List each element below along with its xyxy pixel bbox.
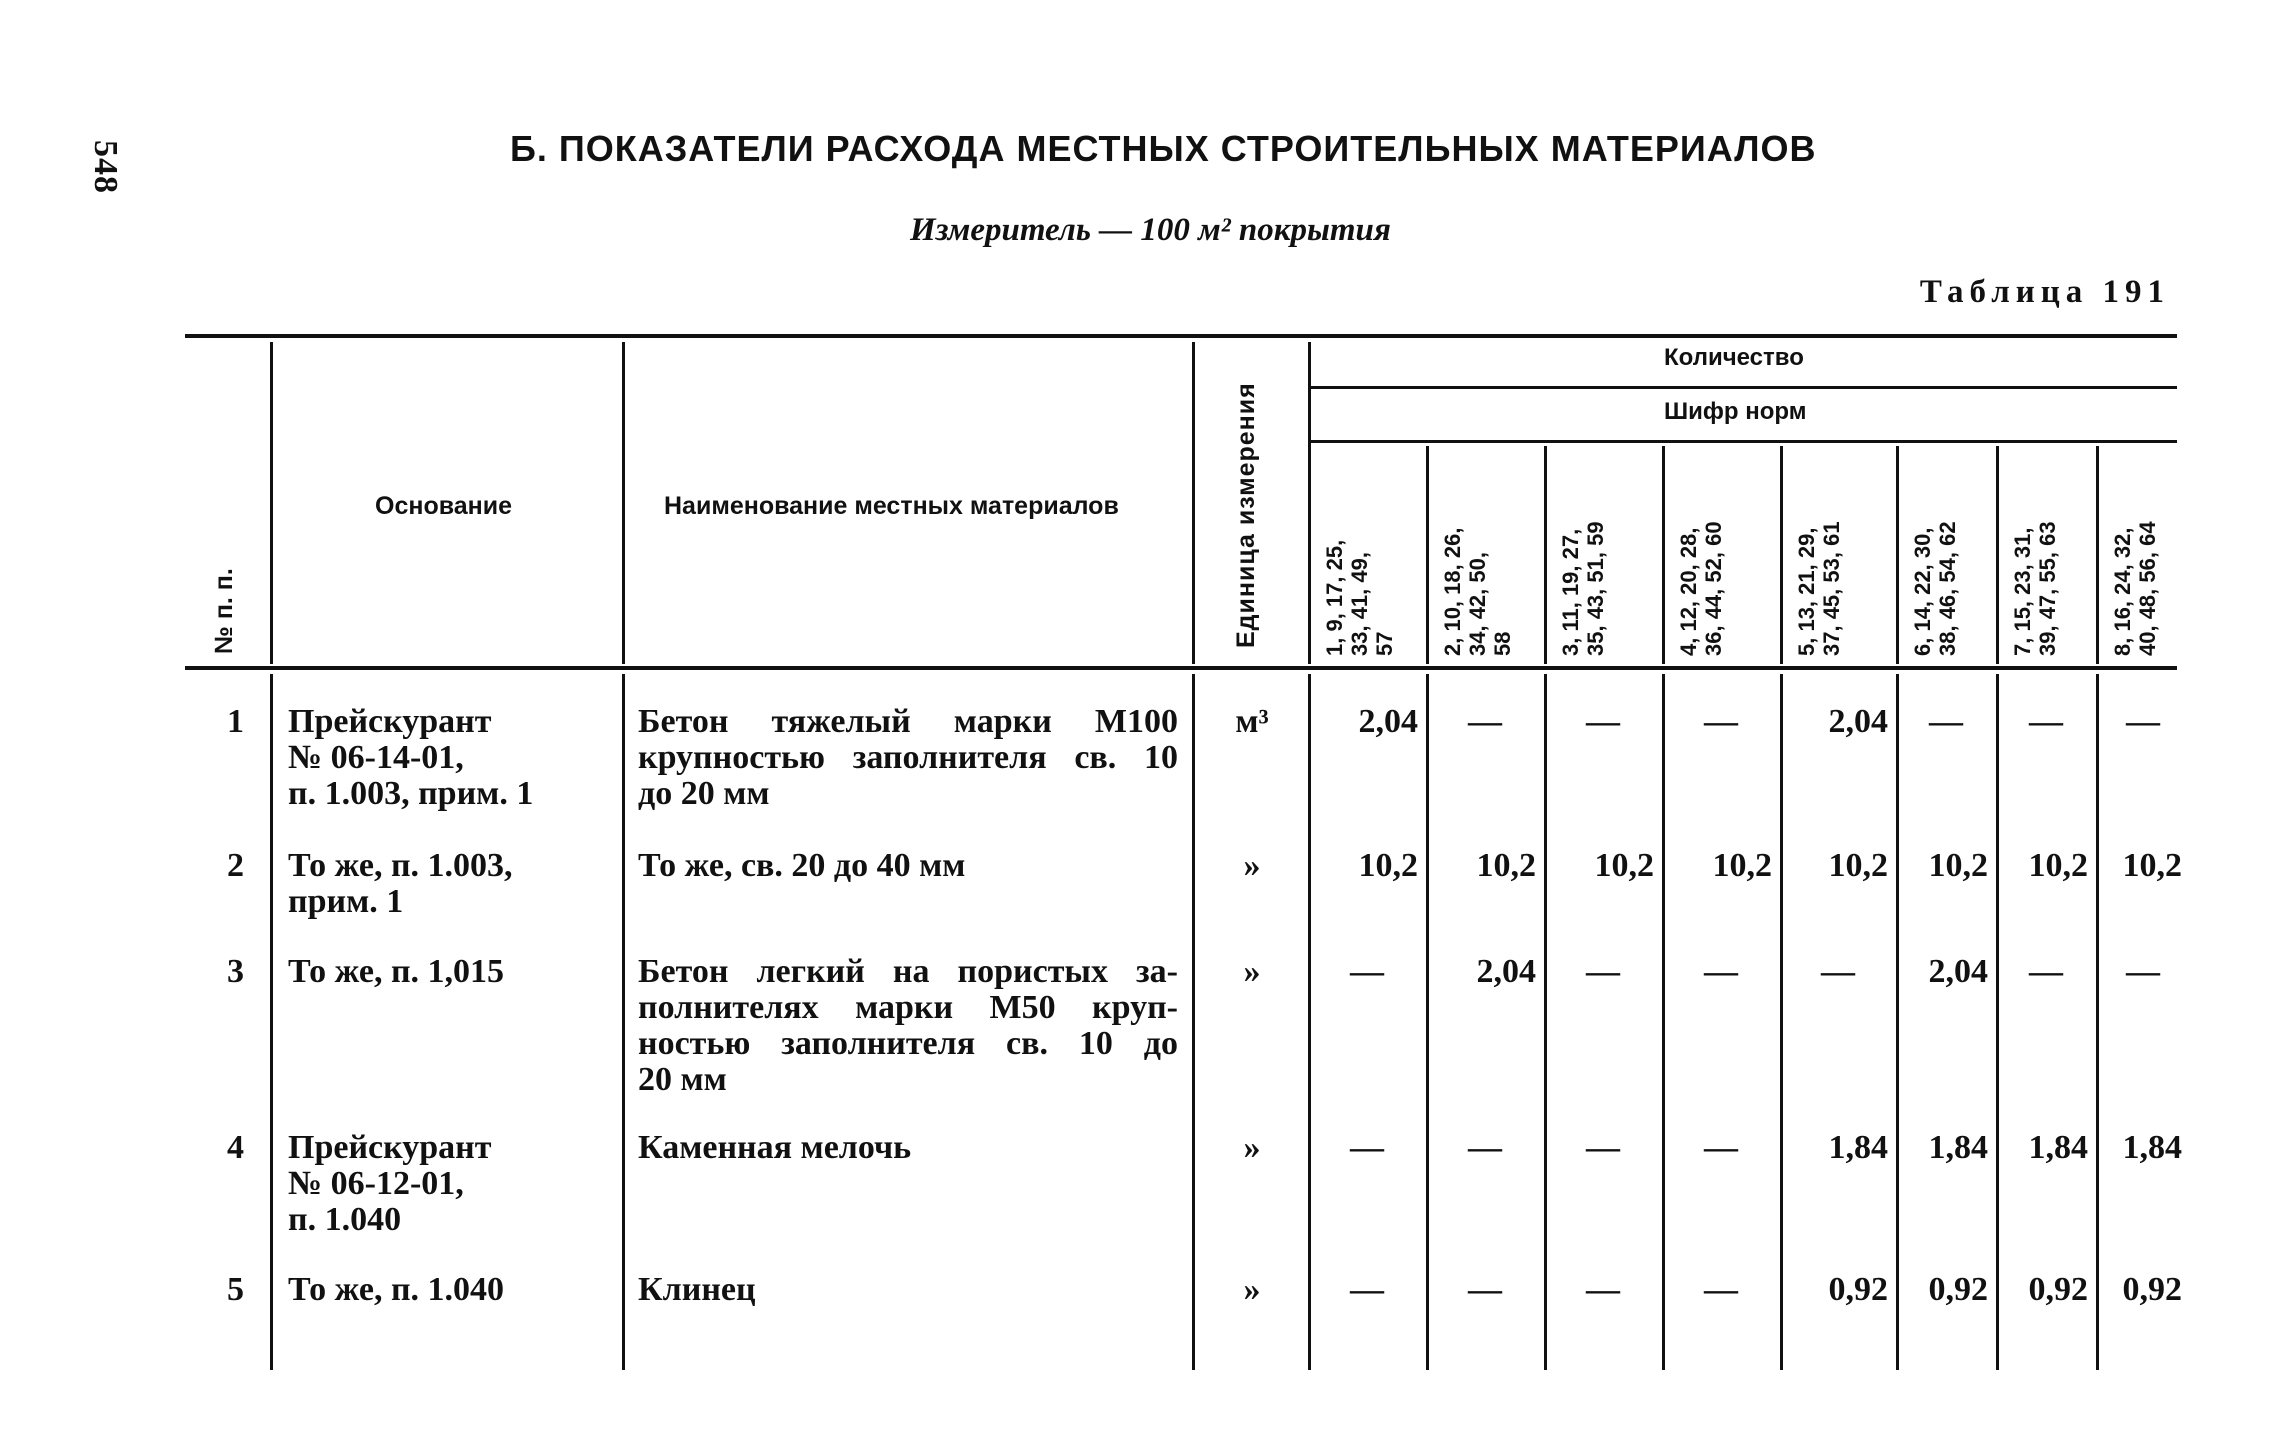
row-value: —	[1586, 953, 1620, 990]
row-basis-line: № 06-14-01,	[288, 739, 464, 776]
row-material-line: 20 мм	[638, 1061, 727, 1098]
header-divider	[1426, 446, 1429, 664]
row-material-line: до 20 мм	[638, 775, 770, 812]
table-label: Таблица 191	[1919, 274, 2170, 310]
header-divider	[1192, 342, 1195, 664]
header-divider	[1896, 446, 1899, 664]
row-basis-line: п. 1.003, прим. 1	[288, 775, 534, 812]
code-header-line: 39, 47, 55, 63	[2035, 521, 2060, 656]
row-basis	[288, 848, 608, 920]
code-header-line: 36, 44, 52, 60	[1701, 521, 1726, 656]
row-unit: »	[1243, 1129, 1261, 1166]
row-number: 4	[227, 1129, 244, 1166]
row-value: —	[1704, 1271, 1738, 1308]
page-number: 548	[87, 140, 124, 194]
row-value: —	[2126, 703, 2160, 740]
code-header-7	[2010, 521, 2060, 656]
row-value: —	[2029, 703, 2063, 740]
header-divider	[1662, 446, 1665, 664]
row-material	[638, 848, 1178, 884]
code-header-line: 35, 43, 51, 59	[1583, 521, 1608, 656]
row-basis-line: Прейскурант	[288, 703, 492, 740]
row-value: 0,92	[1828, 1271, 1888, 1308]
row-basis-line: То же, п. 1.040	[288, 1271, 505, 1308]
row-value: —	[2126, 953, 2160, 990]
row-material-line: То же, св. 20 до 40 мм	[638, 847, 966, 884]
row-material-line: крупностью заполнителя св. 10	[638, 739, 1178, 776]
row-value: —	[1929, 703, 1963, 740]
row-basis	[288, 704, 608, 812]
row-unit: »	[1243, 953, 1261, 990]
row-value: 10,2	[1928, 847, 1988, 884]
row-basis	[288, 954, 608, 990]
row-basis-line: п. 1.040	[288, 1201, 402, 1238]
code-header-line: 3, 11, 19, 27,	[1558, 528, 1583, 656]
row-number: 5	[227, 1271, 244, 1308]
row-number: 3	[227, 953, 244, 990]
body-divider	[1996, 674, 1999, 1370]
row-value: —	[2029, 953, 2063, 990]
body-divider	[1308, 674, 1311, 1370]
header-material: Наименование местных материалов	[664, 492, 1119, 520]
row-number: 2	[227, 847, 244, 884]
row-basis-line: прим. 1	[288, 883, 404, 920]
row-value: —	[1350, 1271, 1384, 1308]
row-value: 10,2	[2122, 847, 2182, 884]
table-top-rule	[185, 334, 2177, 338]
row-basis	[288, 1272, 608, 1308]
row-material	[638, 1272, 1178, 1308]
row-value: 10,2	[1828, 847, 1888, 884]
code-header-line: 7, 15, 23, 31,	[2010, 527, 2035, 656]
row-basis-line: То же, п. 1,015	[288, 953, 505, 990]
code-header-line: 57	[1372, 631, 1397, 656]
body-divider	[1192, 674, 1195, 1370]
row-material-line: Бетон тяжелый марки М100	[638, 703, 1178, 740]
header-quantity: Количество	[1664, 344, 1804, 371]
row-value: —	[1586, 1271, 1620, 1308]
code-header-line: 4, 12, 20, 28,	[1676, 527, 1701, 656]
row-value: —	[1704, 953, 1738, 990]
row-value: 2,04	[1828, 703, 1888, 740]
row-value: —	[1704, 1129, 1738, 1166]
row-value: 1,84	[1828, 1129, 1888, 1166]
measure-unit-subtitle: Измеритель — 100 м² покрытия	[910, 212, 1391, 248]
header-divider	[2096, 446, 2099, 664]
row-unit: »	[1243, 1271, 1261, 1308]
row-value: 10,2	[1594, 847, 1654, 884]
row-material-line: ностью заполнителя св. 10 до	[638, 1025, 1178, 1062]
code-header-2	[1440, 528, 1515, 656]
row-basis	[288, 1130, 608, 1238]
row-value: —	[1586, 703, 1620, 740]
header-bottom-rule	[185, 666, 2177, 670]
code-header-3	[1558, 521, 1608, 656]
row-basis-line: № 06-12-01,	[288, 1165, 464, 1202]
row-value: 1,84	[2122, 1129, 2182, 1166]
quantity-rule	[1310, 386, 2177, 389]
code-header-line: 6, 14, 22, 30,	[1910, 527, 1935, 656]
page-title: Б. ПОКАЗАТЕЛИ РАСХОДА МЕСТНЫХ СТРОИТЕЛЬНЫХ МАТЕРИАЛОВ	[510, 128, 1817, 169]
body-divider	[1662, 674, 1665, 1370]
row-value: 0,92	[1928, 1271, 1988, 1308]
row-material-line: Клинец	[638, 1271, 756, 1308]
row-value: 2,04	[1928, 953, 1988, 990]
code-header-line: 1, 9, 17, 25,	[1322, 539, 1347, 656]
body-divider	[1544, 674, 1547, 1370]
row-value: —	[1468, 1271, 1502, 1308]
row-value: —	[1468, 703, 1502, 740]
header-divider	[622, 342, 625, 664]
row-material-line: Бетон легкий на пористых за-	[638, 953, 1178, 990]
row-value: 1,84	[2028, 1129, 2088, 1166]
row-unit: м³	[1235, 703, 1269, 740]
row-value: —	[1586, 1129, 1620, 1166]
code-header-8	[2110, 521, 2160, 656]
row-value: 0,92	[2122, 1271, 2182, 1308]
row-basis-line: Прейскурант	[288, 1129, 492, 1166]
code-header-1	[1322, 540, 1397, 656]
body-divider	[622, 674, 625, 1370]
row-unit: »	[1243, 847, 1261, 884]
row-value: 10,2	[1476, 847, 1536, 884]
row-value: —	[1350, 953, 1384, 990]
header-divider	[1996, 446, 1999, 664]
row-material	[638, 1130, 1178, 1166]
header-basis: Основание	[375, 492, 513, 520]
row-material	[638, 704, 1178, 812]
code-header-line: 37, 45, 53, 61	[1819, 521, 1844, 656]
code-header-line: 58	[1490, 631, 1515, 656]
body-divider	[270, 674, 273, 1370]
header-divider	[1308, 342, 1311, 664]
row-value: 2,04	[1358, 703, 1418, 740]
row-value: 1,84	[1928, 1129, 1988, 1166]
code-header-line: 2, 10, 18, 26,	[1440, 527, 1465, 656]
code-header-line: 33, 41, 49,	[1347, 552, 1372, 656]
row-value: 10,2	[2028, 847, 2088, 884]
code-header-line: 8, 16, 24, 32,	[2110, 527, 2135, 656]
body-divider	[1780, 674, 1783, 1370]
body-divider	[1896, 674, 1899, 1370]
header-divider	[1544, 446, 1547, 664]
header-divider	[1780, 446, 1783, 664]
row-value: —	[1821, 953, 1855, 990]
row-material-line: полнителях марки М50 круп-	[638, 989, 1178, 1026]
row-value: 10,2	[1712, 847, 1772, 884]
row-material	[638, 954, 1178, 1098]
code-header-line: 40, 48, 56, 64	[2135, 521, 2160, 656]
header-divider	[270, 342, 273, 664]
row-value: 10,2	[1358, 847, 1418, 884]
code-header-5	[1794, 521, 1844, 656]
row-value: —	[1468, 1129, 1502, 1166]
row-material-line: Каменная мелочь	[638, 1129, 912, 1166]
row-value: —	[1350, 1129, 1384, 1166]
code-header-line: 5, 13, 21, 29,	[1794, 527, 1819, 656]
code-header-6	[1910, 521, 1960, 656]
codes-rule	[1310, 440, 2177, 443]
header-num: № п. п.	[210, 568, 238, 654]
row-value: —	[1704, 703, 1738, 740]
code-header-line: 38, 46, 54, 62	[1935, 521, 1960, 656]
row-basis-line: То же, п. 1.003,	[288, 847, 513, 884]
row-value: 0,92	[2028, 1271, 2088, 1308]
code-header-line: 34, 42, 50,	[1465, 552, 1490, 656]
code-header-4	[1676, 521, 1726, 656]
body-divider	[2096, 674, 2099, 1370]
row-number: 1	[227, 703, 244, 740]
row-value: 2,04	[1476, 953, 1536, 990]
body-divider	[1426, 674, 1429, 1370]
header-unit: Единица измерения	[1232, 382, 1260, 648]
header-codes: Шифр норм	[1664, 398, 1807, 425]
